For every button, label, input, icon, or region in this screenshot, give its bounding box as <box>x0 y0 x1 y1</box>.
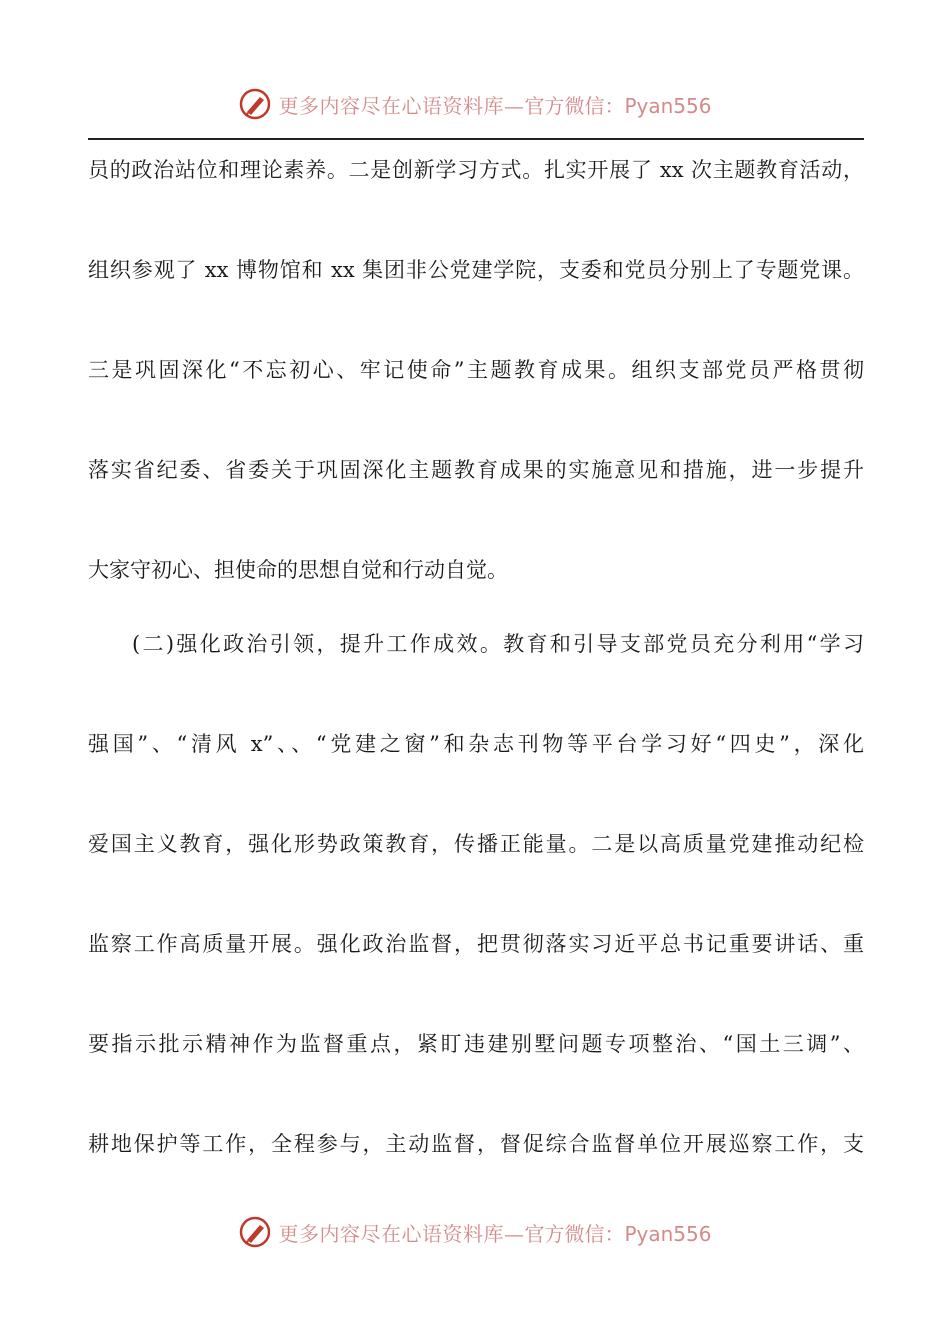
body-line: 落实省纪委、省委关于巩固深化主题教育成果的实施意见和措施，进一步提升 <box>88 458 864 482</box>
header-brand-text: 更多内容尽在心语资料库— <box>278 93 525 118</box>
header-wechat-text: 官方微信：Pyan556 <box>524 93 712 118</box>
body-line: 要指示批示精神作为监督重点，紧盯违建别墅问题专项整治、“国土三调”、 <box>88 1032 864 1056</box>
body-line: 监察工作高质量开展。强化政治监督，把贯彻落实习近平总书记重要讲话、重 <box>88 932 864 956</box>
footer-brand-text: 更多内容尽在心语资料库— <box>278 1221 525 1246</box>
footer-wechat-text: 官方微信：Pyan556 <box>524 1221 712 1246</box>
header-banner <box>0 84 950 124</box>
body-line: 强国”、“清风 x”、、“党建之窗”和杂志刊物等平台学习好“四史”，深化 <box>88 732 864 756</box>
body-line: 组织参观了 xx 博物馆和 xx 集团非公党建学院，支委和党员分别上了专题党课。 <box>88 258 864 282</box>
footer-banner <box>0 1212 950 1252</box>
body-line: 三是巩固深化“不忘初心、牢记使命”主题教育成果。组织支部党员严格贯彻 <box>88 358 864 382</box>
body-line: 耕地保护等工作，全程参与，主动监督，督促综合监督单位开展巡察工作，支 <box>88 1132 864 1156</box>
header-rule <box>88 138 864 140</box>
body-line: 爱国主义教育，强化形势政策教育，传播正能量。二是以高质量党建推动纪检 <box>88 832 864 856</box>
pen-logo-icon <box>238 1215 272 1249</box>
pen-logo-icon <box>238 87 272 121</box>
body-line: 大家守初心、担使命的思想自觉和行动自觉。 <box>88 558 508 582</box>
body-line: 员的政治站位和理论素养。二是创新学习方式。扎实开展了 xx 次主题教育活动， <box>88 158 864 182</box>
body-line: (二)强化政治引领，提升工作成效。教育和引导支部党员充分利用“学习 <box>132 632 864 656</box>
